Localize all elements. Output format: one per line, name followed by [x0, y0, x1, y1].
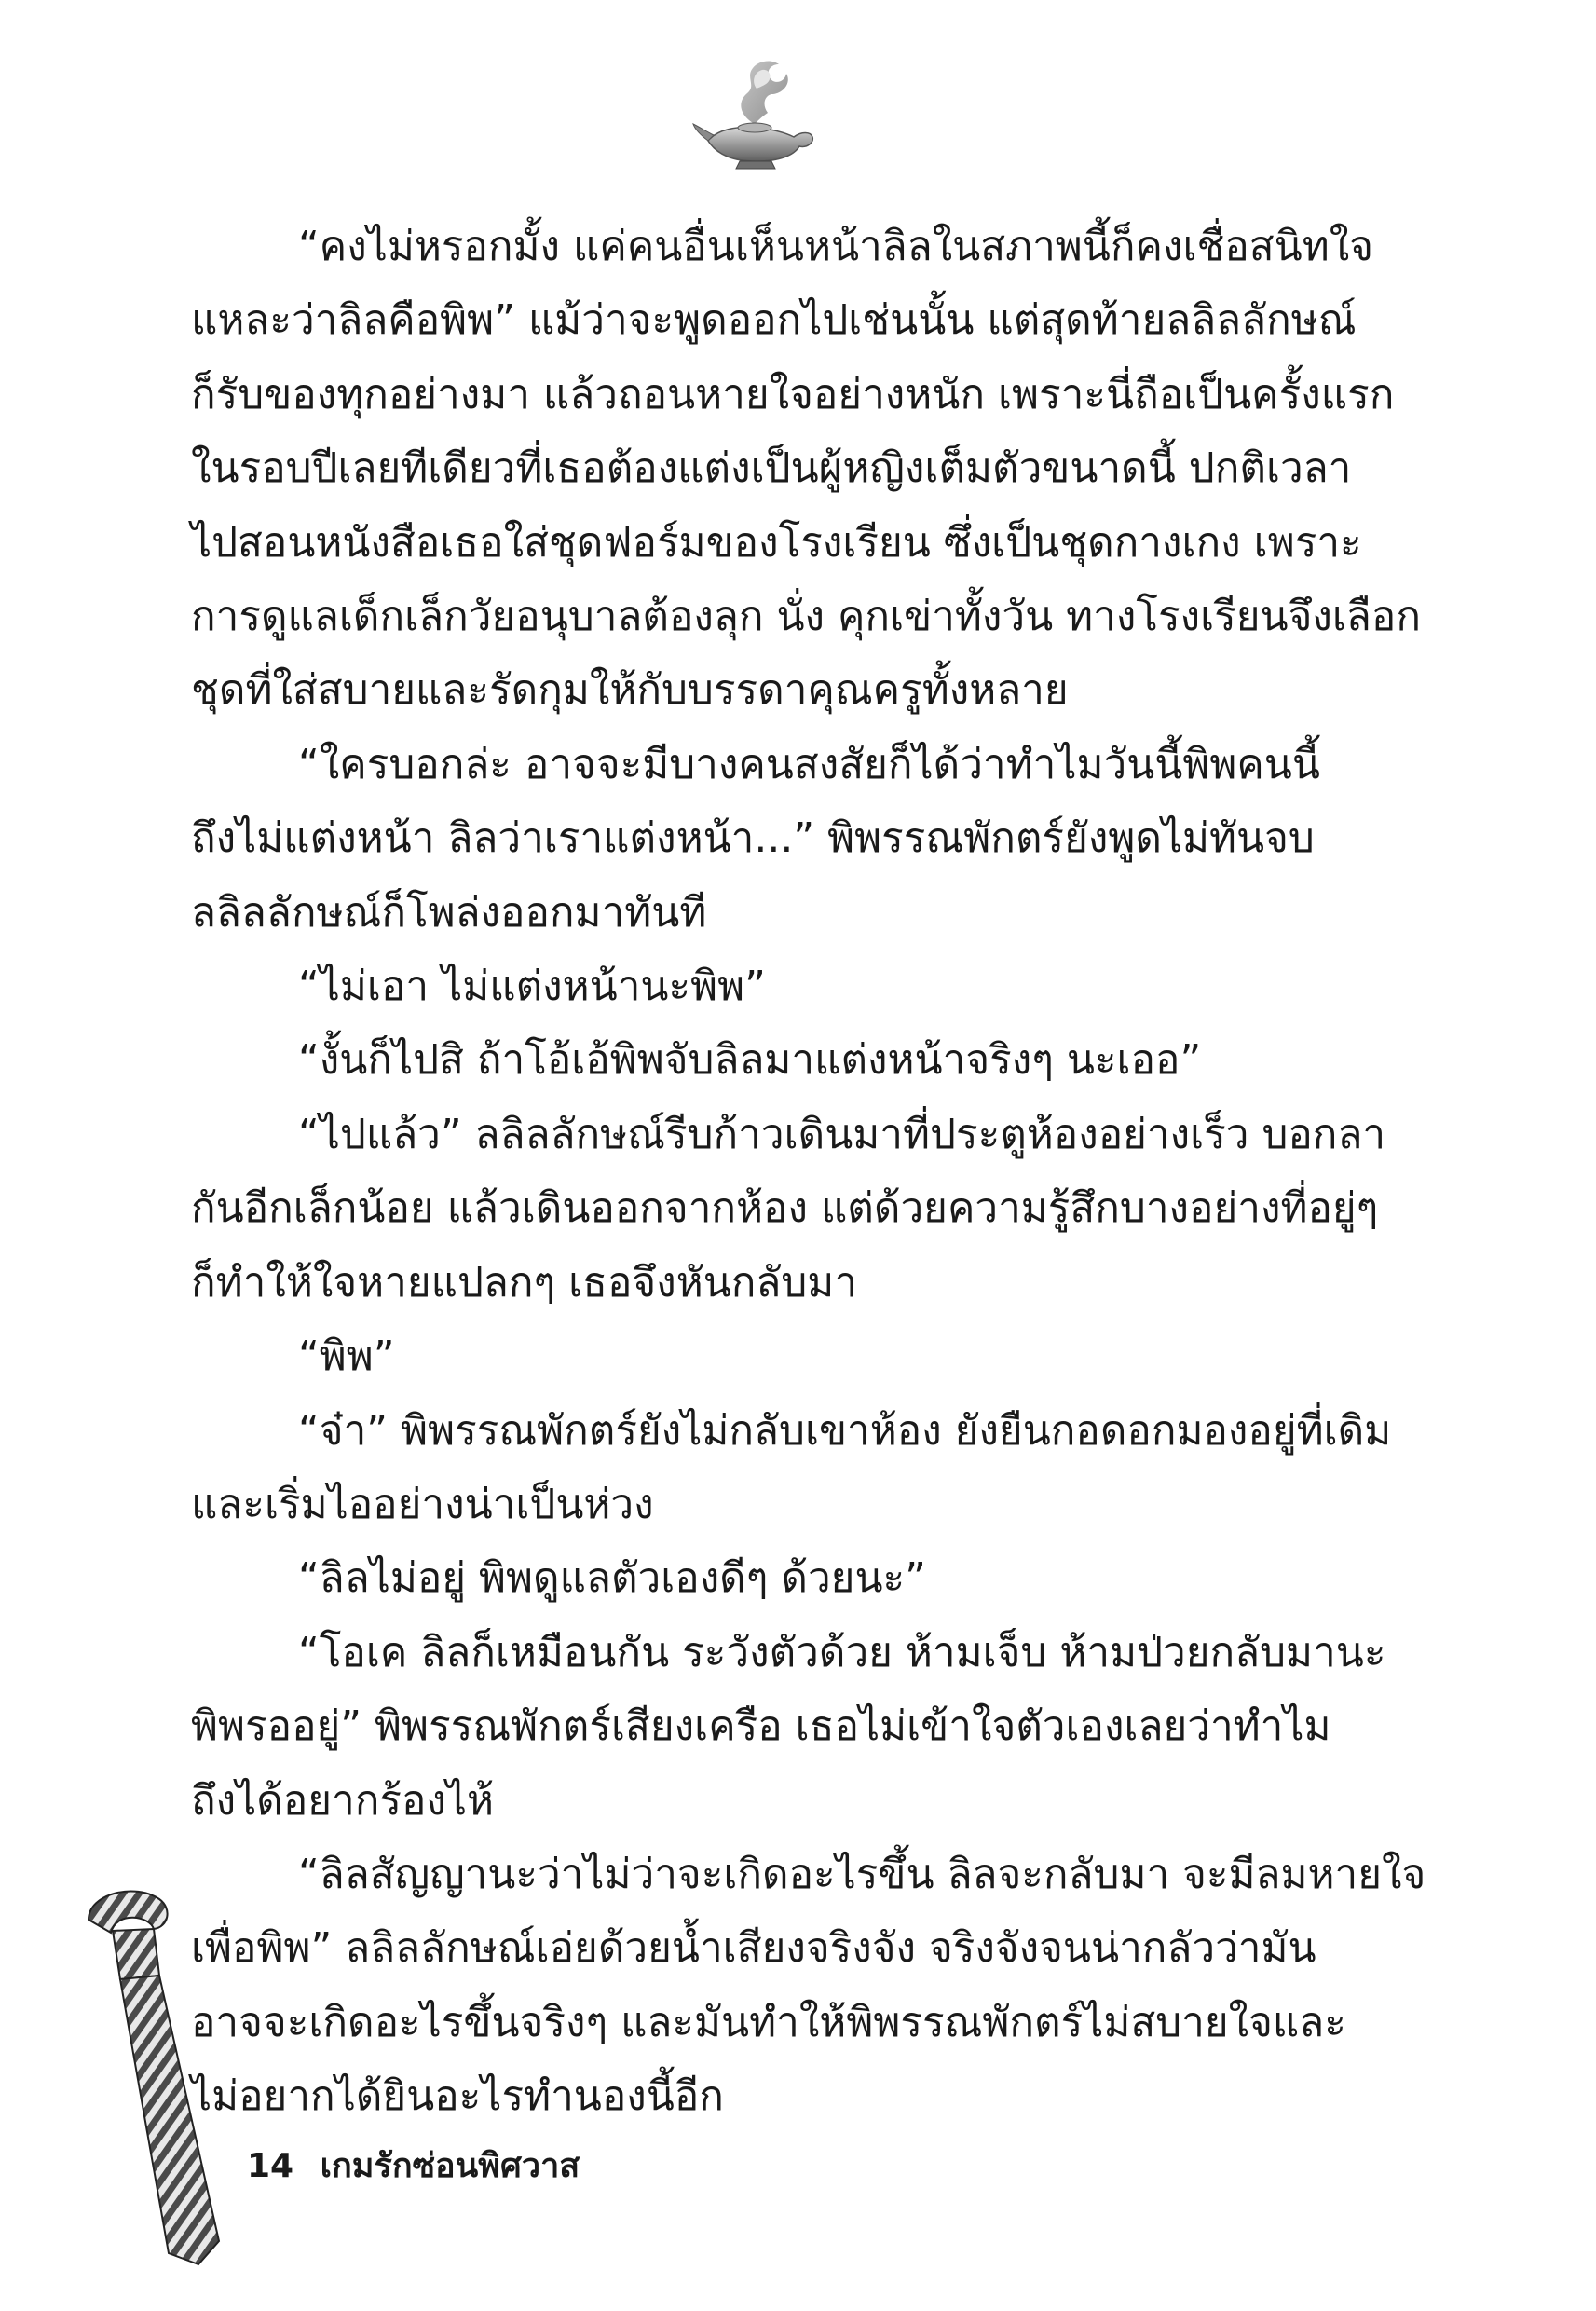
text-line: แหละว่าลิลคือพิพ” แม้ว่าจะพูดออกไปเช่นนั้น แต่สุดท้ายลลิลลักษณ์: [191, 296, 1357, 345]
text-line: ลลิลลักษณ์ก็โพล่งออกมาทันที: [191, 888, 707, 937]
genie-lamp-icon: [689, 51, 820, 172]
text-line: ชุดที่ใส่สบายและรัดกุมให้กับบรรดาคุณครูทั้งหลาย: [191, 666, 1069, 715]
text-line: “จ๋า” พิพรรณพักตร์ยังไม่กลับเขาห้อง ยังยืนกอดอกมองอยู่ที่เดิม: [298, 1406, 1392, 1455]
text-line: “คงไม่หรอกมั้ง แค่คนอื่นเห็นหน้าลิลในสภาพนี้ก็คงเชื่อสนิทใจ: [298, 223, 1373, 270]
text-line: กันอีกเล็กน้อย แล้วเดินออกจากห้อง แต่ด้วยความรู้สึกบางอย่างที่อยู่ๆ: [191, 1184, 1379, 1233]
text-line: “พิพ”: [298, 1333, 395, 1381]
text-line: ถึงไม่แต่งหน้า ลิลว่าเราแต่งหน้า...” พิพรรณพักตร์ยังพูดไม่ทันจบ: [191, 814, 1315, 863]
text-line: ก็รับของทุกอย่างมา แล้วถอนหายใจอย่างหนัก เพราะนี่ถือเป็นครั้งแรก: [191, 370, 1395, 418]
text-line: และเริ่มไออย่างน่าเป็นห่วง: [191, 1480, 654, 1528]
text-line: พิพรออยู่” พิพรรณพักตร์เสียงเครือ เธอไม่เข้าใจตัวเองเลยว่าทำไม: [191, 1702, 1331, 1751]
text-line: อาจจะเกิดอะไรขึ้นจริงๆ และมันทำให้พิพรรณพักตร์ไม่สบายใจและ: [191, 1998, 1346, 2046]
book-title: เกมรักซ่อนพิศวาส: [320, 2147, 580, 2185]
text-line: ในรอบปีเลยทีเดียวที่เธอต้องแต่งเป็นผู้หญิงเต็มตัวขนาดนี้ ปกติเวลา: [191, 444, 1352, 493]
page-footer: [247, 2139, 580, 2192]
text-line: “ลิลสัญญานะว่าไม่ว่าจะเกิดอะไรขึ้น ลิลจะกลับมา จะมีลมหายใจ: [298, 1850, 1426, 1898]
text-line: “โอเค ลิลก็เหมือนกัน ระวังตัวด้วย ห้ามเจ็บ ห้ามป่วยกลับมานะ: [298, 1628, 1386, 1676]
text-line: “ไปแล้ว” ลลิลลักษณ์รีบก้าวเดินมาที่ประตูห้องอย่างเร็ว บอกลา: [298, 1110, 1386, 1158]
text-line: ไม่อยากได้ยินอะไรทำนองนี้อีก: [191, 2072, 724, 2121]
text-line: “ใครบอกล่ะ อาจจะมีบางคนสงสัยก็ได้ว่าทำไมวันนี้พิพคนนี้: [298, 740, 1320, 788]
body-text: [191, 210, 1426, 2134]
necktie-icon: [79, 1882, 228, 2274]
text-line: “ไม่เอา ไม่แต่งหน้านะพิพ”: [298, 963, 766, 1011]
text-line: “งั้นก็ไปสิ ถ้าโอ้เอ้พิพจับลิลมาแต่งหน้าจริงๆ นะเออ”: [298, 1036, 1202, 1085]
page-number: 14: [247, 2147, 294, 2185]
text-line: ก็ทำให้ใจหายแปลกๆ เธอจึงหันกลับมา: [191, 1258, 858, 1306]
text-line: ไปสอนหนังสือเธอใส่ชุดฟอร์มของโรงเรียน ซึ่งเป็นชุดกางเกง เพราะ: [191, 518, 1362, 567]
text-line: การดูแลเด็กเล็กวัยอนุบาลต้องลุก นั่ง คุกเข่าทั้งวัน ทางโรงเรียนจึงเลือก: [191, 593, 1421, 641]
text-line: เพื่อพิพ” ลลิลลักษณ์เอ่ยด้วยน้ำเสียงจริงจัง จริงจังจนน่ากลัวว่ามัน: [191, 1924, 1316, 1973]
text-line: ถึงได้อยากร้องไห้: [191, 1776, 495, 1825]
text-line: “ลิลไม่อยู่ พิพดูแลตัวเองดีๆ ด้วยนะ”: [298, 1554, 926, 1603]
